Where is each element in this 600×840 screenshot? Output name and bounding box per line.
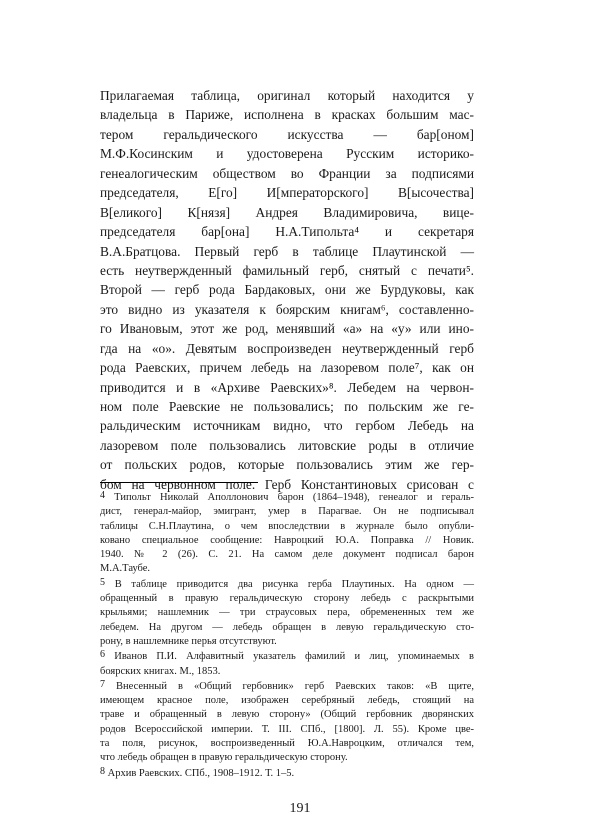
footnote-line: та поля, рисунок, воспроизведенный Ю.А.Навроцким, отличался тем,: [100, 738, 474, 750]
main-text-line: го Ивановым, этот же род, менявший «а» на «у» или ино-: [100, 321, 474, 337]
footnote-line: [100, 680, 474, 694]
footnote-text: Типольт Николай Аполлонович барон (1864–1948), генеалог и гераль-: [114, 492, 475, 503]
footnote-8: [100, 767, 474, 781]
footnote-line: что лебедь обращен в правую геральдическую сторону.: [100, 752, 348, 764]
main-text-line: генеалогическим обществом во Франции за подписями: [100, 165, 474, 181]
footnote-6: [100, 650, 474, 679]
main-text-line: М.Ф.Косинским и удостоверена Русским историко-: [100, 146, 474, 162]
footnote-number: 4: [100, 490, 105, 501]
footnote-5: [100, 578, 474, 649]
page-number: 191: [289, 801, 311, 816]
main-text-line: лазоревом поле пользовались литовские роды в отличие: [100, 437, 474, 453]
footnote-line: траве и обращенный в левую сторону» (Общий гербовник дворянских: [100, 709, 474, 721]
footnote-line: [100, 491, 474, 505]
footnote-text: Иванов П.И. Алфавитный указатель фамилий и лиц, упоминаемых в: [114, 651, 474, 663]
footnote-number: 5: [100, 576, 105, 588]
main-text-line: В.А.Братцова. Первый герб в таблице Плаутинской —: [100, 243, 474, 259]
footnote-number: 7: [100, 678, 105, 690]
main-text-line: В[еликого] К[нязя] Андрея Владимировича, вице-: [100, 204, 474, 220]
footnote-separator: [100, 482, 258, 483]
footnote-7: [100, 680, 474, 766]
main-text-line: это видно из указателя к боярским книгам⁶, составленно-: [100, 301, 474, 317]
footnote-line: боярских книгах. М., 1853.: [100, 665, 221, 677]
footnote-line: М.А.Таубе.: [100, 563, 151, 575]
main-text-line: гда на «о». Девятым воспроизведен неутвержденный герб: [100, 340, 474, 356]
main-text-line: приводится и в «Архиве Раевских»⁸. Лебедем на червон-: [100, 379, 474, 395]
footnote-line: имеющем красное поле, изображен серебряный лебедь, стоящий на: [100, 695, 474, 707]
footnote-line: крыльями; нашлемник — три страусовых пера, обремененных тем же: [100, 607, 474, 619]
main-text-line: ральдическим источникам видно, что гербом Лебедь на: [100, 418, 474, 434]
main-text-line: рода Раевских, причем лебедь на лазоревом поле⁷, как он: [100, 360, 474, 376]
main-text-line: владельца в Париже, исполнена в красках большим мас-: [100, 107, 474, 123]
footnote-line: дист, генерал-майор, эмигрант, умер в Парагвае. Он не подписывал: [100, 506, 474, 518]
main-text-line: председателя, Е[го] И[мператорского] В[ысочества]: [100, 185, 474, 201]
footnote-number: 8: [100, 765, 105, 777]
footnote-text: В таблице приводится два рисунка герба Плаутиных. На одном —: [114, 578, 474, 590]
main-text-line: бом на червонном поле. Герб Константиновых срисован с: [100, 476, 474, 492]
main-text-line: председателя бар[она] Н.А.Типольта⁴ и секретаря: [100, 224, 474, 240]
footnote-line: [100, 578, 474, 592]
footnote-line: рону, в нашлемнике перья отсутствуют.: [100, 635, 277, 647]
footnote-line: [100, 767, 474, 781]
main-text-line: тером геральдического искусства — бар[оном]: [100, 126, 474, 142]
footnote-line: 1940. № 2 (26). С. 21. На самом деле документ подписал барон: [100, 549, 474, 561]
main-text-line: Второй — герб рода Бардаковых, они же Бурдуковы, как: [100, 282, 474, 298]
main-text-line: есть неутвержденный фамильный герб, снятый с печати⁵.: [100, 262, 474, 278]
footnote-text: Внесенный в «Общий гербовник» герб Раевских таков: «В щите,: [116, 680, 474, 692]
footnote-line: ковано специальное сообщение: Навроцкий Ю.А. Поправка // Новик.: [100, 534, 474, 546]
footnote-line: [100, 650, 474, 664]
footnote-line: лебедем. На другом — лебедь обращен в левую геральдическую сто-: [100, 621, 474, 633]
main-text-line: Прилагаемая таблица, оригинал который находится у: [100, 88, 474, 103]
main-text-line: ном поле Раевские не пользовались; по польским же ге-: [100, 399, 474, 414]
footnote-line: таблицы С.Н.Плаутина, о чем впоследствии в журнале было опубли-: [100, 520, 474, 532]
main-text-line: от польских родов, которые пользовались этим же гер-: [100, 457, 474, 473]
footnote-text: Архив Раевских. СПб., 1908–1912. Т. 1–5.: [107, 767, 295, 779]
main-text: [100, 86, 474, 494]
footnotes: [100, 491, 474, 782]
footnote-number: 6: [100, 649, 105, 661]
footnote-line: обращенный в правую геральдическую сторону лебедь с раскрытыми: [100, 593, 474, 605]
footnote-line: родов Всероссийской империи. Т. III. СПб., [1800]. Л. 55). Кроме цве-: [100, 723, 474, 735]
footnote-4: [100, 491, 474, 577]
